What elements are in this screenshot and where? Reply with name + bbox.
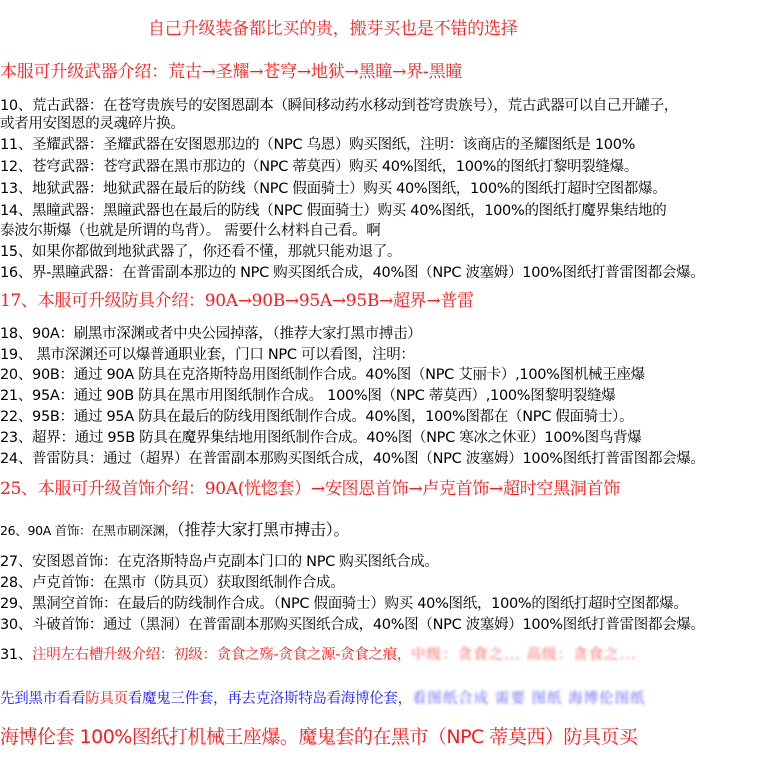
weapons-heading: 本服可升级武器介绍：荒古→圣耀→苍穹→地狱→黑瞳→界-黑瞳 [0,62,463,82]
weapons-line-15: 15、如果你都做到地狱武器了，你还看不懂，那就只能劝退了。 [0,244,402,260]
armor-line-20: 20、90B：通过 90A 防具在克洛斯特岛用图纸制作合成。40%图（NPC 艾丽卡）,100%图机械王座爆 [0,367,645,383]
weapons-line-10-cont: 或者用安图恩的灵魂碎片换。 [0,116,185,132]
slots-prefix: 31、 [0,647,33,663]
banner-title: 自己升级装备都比买的贵，搬芽买也是不错的选择 [148,19,518,39]
weapons-line-11: 11、圣耀武器：圣耀武器在安图恩那边的（NPC 乌恩）购买图纸，注明：该商店的圣耀图纸是 100% [0,137,636,153]
armor-line-23: 23、超界：通过 95B 防具在魔界集结地用图纸制作合成。40%图（NPC 寒冰之休亚）100%图鸟背爆 [0,430,642,446]
armor-line-22: 22、95B：通过 95A 防具在最后的防线用图纸制作合成。40%图，100%图都在（NPC 假面骑士）。 [0,409,634,425]
weapons-line-14: 14、黑瞳武器：黑瞳武器也在最后的防线（NPC 假面骑士）购买 40%图纸，100%的图纸打魔界集结地的 [0,203,667,219]
line-26-prefix: 26、90A 首饰：在黑市刷深渊， [0,523,177,538]
armor-line-24: 24、普雷防具：通过（超界）在普雷副本那购买图纸合成，40%图（NPC 波塞姆）100%图纸打普雷图都会爆。 [0,451,705,467]
weapons-line-13: 13、地狱武器：地狱武器在最后的防线（NPC 假面骑士）购买 40%图纸，100%的图纸打超时空图都爆。 [0,181,667,197]
accessories-line-30: 30、斗破首饰：通过（黑洞）在普雷副本那购买图纸合成，40%图（NPC 波塞姆）100%图纸打普雷图都会爆。 [0,617,705,633]
tips-part2: 看魔鬼三件套，再去克洛斯特岛看海博伦套， [127,691,412,707]
tips-part1: 先到黑市看看 [0,691,86,707]
weapons-line-16: 16、界-黑瞳武器：在普雷副本那边的 NPC 购买图纸合成，40%图（NPC 波塞姆）100%图纸打普雷图都会爆。 [0,265,705,281]
accessories-line-27: 27、安图恩首饰：在克洛斯特岛卢克副本门口的 NPC 购买图纸合成。 [0,554,439,570]
armor-line-19: 19、 黑市深渊还可以爆普通职业套，门口 NPC 可以看图，注明： [0,347,415,363]
tips-highlight: 防具页 [85,691,128,707]
tips-final-line: 海博伦套 100%图纸打机械王座爆。魔鬼套的在黑市（NPC 蒂莫西）防具页买 [0,726,638,748]
armor-line-21: 21、95A：通过 90B 防具在黑市用图纸制作合成。 100%图（NPC 蒂莫西）,100%图黎明裂缝爆 [0,388,616,404]
tips-blurred-text: 看图纸合成 需要 图纸 海博伦图纸 [411,691,646,707]
accessories-line-26 [0,521,349,540]
accessories-line-28: 28、卢克首饰：在黑市（防具页）获取图纸制作合成。 [0,575,345,591]
weapons-line-14-cont: 泰波尔斯爆（也就是所谓的鸟背）。 需要什么材料自己看。啊 [0,223,381,239]
weapons-line-12: 12、苍穹武器：苍穹武器在黑市那边的（NPC 蒂莫西）购买 40%图纸，100%的图纸打黎明裂缝爆。 [0,159,639,175]
slots-text: 注明左右槽升级介绍：初级：贪食之殇-贪食之源-贪食之痕， [32,647,412,663]
accessories-line-29: 29、黑洞空首饰：在最后的防线制作合成。（NPC 假面骑士）购买 40%图纸，100%的图纸打超时空图都爆。 [0,596,688,612]
armor-heading: 17、本服可升级防具介绍：90A→90B→95A→95B→超界→普雷 [0,291,474,311]
slots-blurred-text: 中级：贪食之... 高级：贪食之... [411,647,637,663]
tips-line [0,690,646,708]
slots-line-31 [0,646,636,664]
armor-line-18: 18、90A：刷黑市深渊或者中央公园掉落，（推荐大家打黑市搏击） [0,326,422,342]
line-26-suffix: （推荐大家打黑市搏击）。 [176,520,350,539]
weapons-line-10: 10、荒古武器：在苍穹贵族号的安图恩副本（瞬间移动药水移动到苍穹贵族号），荒古武器可以自己开罐子， [0,98,678,114]
accessories-heading: 25、本服可升级首饰介绍：90A(恍惚套）→安图恩首饰→卢克首饰→超时空黑洞首饰 [0,479,620,499]
